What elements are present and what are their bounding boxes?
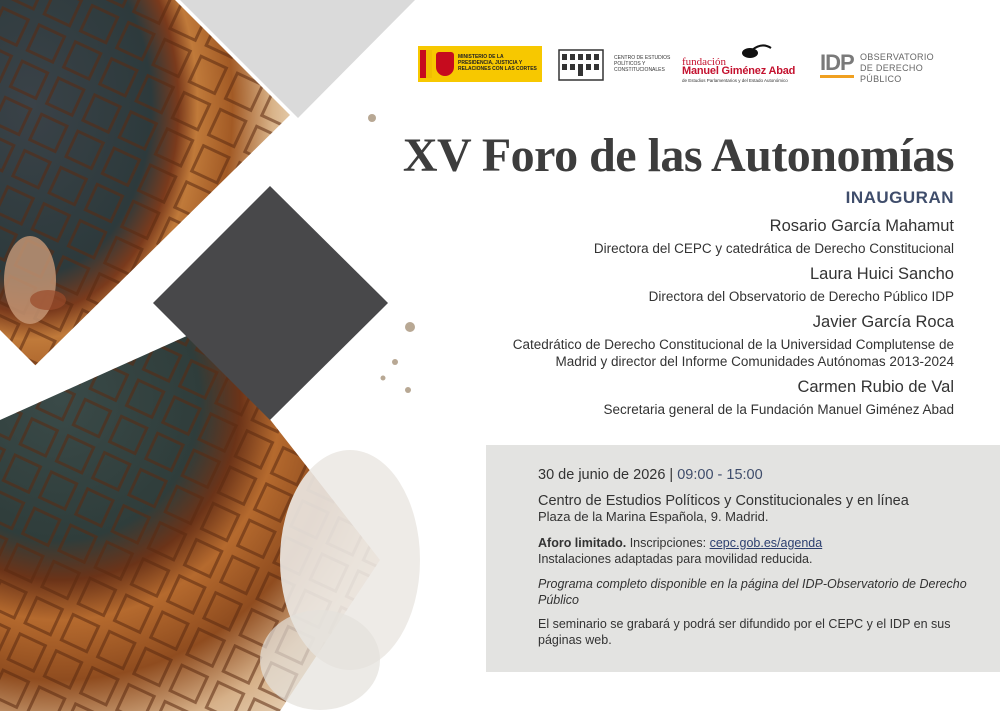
inscripciones-label: Inscripciones: [629, 536, 707, 550]
inauguran-heading: INAUGURAN [845, 188, 954, 207]
ministerio-logo: MINISTERIO DE LA PRESIDENCIA, JUSTICIA Y RELACIONES CON LAS CORTES [418, 44, 542, 84]
swoosh-icon [738, 44, 772, 60]
speakers-list [434, 216, 954, 425]
speaker-role: Directora del CEPC y catedrática de Derecho Constitucional [593, 241, 954, 256]
program-note: Programa completo disponible en la página del IDP-Observatorio de Derecho Público [538, 577, 967, 607]
speaker-item [434, 264, 954, 305]
building-icon [558, 46, 604, 82]
cepc-logo: CENTRO DE ESTUDIOS POLÍTICOS Y CONSTITUCIONALES [558, 44, 668, 84]
speaker-item [434, 312, 954, 370]
speaker-name: Rosario García Mahamut [769, 217, 954, 235]
speaker-name: Javier García Roca [812, 313, 954, 331]
registration-link[interactable]: cepc.gob.es/agenda [709, 536, 823, 550]
registration-line [538, 535, 968, 551]
accessibility-note: Instalaciones adaptadas para movilidad reducida. [538, 552, 813, 566]
speaker-name: Laura Huici Sancho [809, 265, 954, 283]
recording-note: El seminario se grabará y podrá ser difundido por el CEPC y el IDP en sus páginas web. [538, 617, 951, 647]
speaker-role: Directora del Observatorio de Derecho Público IDP [648, 289, 954, 304]
event-info-box [486, 445, 1000, 672]
sponsor-logos [418, 44, 958, 84]
speaker-item [434, 377, 954, 418]
event-time: 09:00 - 15:00 [677, 467, 763, 483]
decorative-ceiling-artwork [0, 0, 420, 711]
idp-logo: IDP OBSERVATORIO DE DERECHO PÚBLICO [820, 50, 934, 84]
coat-of-arms-icon [436, 52, 454, 76]
event-venue: Centro de Estudios Políticos y Constitucionales y en línea [538, 493, 909, 509]
speaker-role: Catedrático de Derecho Constitucional de la Universidad Complutense de Madrid y director del Informe Comunidades Autónomas 2013-2024 [512, 337, 954, 369]
event-datetime [538, 467, 968, 483]
page-title: XV Foro de las Autonomías [402, 129, 954, 182]
event-date: 30 de junio de 2026 | [538, 467, 674, 483]
speaker-item [434, 216, 954, 257]
aforo-label: Aforo limitado. [538, 536, 627, 550]
event-address: Plaza de la Marina Española, 9. Madrid. [538, 509, 769, 524]
speaker-name: Carmen Rubio de Val [797, 378, 954, 396]
fundacion-gimenez-abad-logo: fundación Manuel Giménez Abad de Estudios Parlamentarios y del Estado Autonómico [680, 44, 804, 84]
speaker-role: Secretaria general de la Fundación Manuel Giménez Abad [603, 402, 954, 417]
